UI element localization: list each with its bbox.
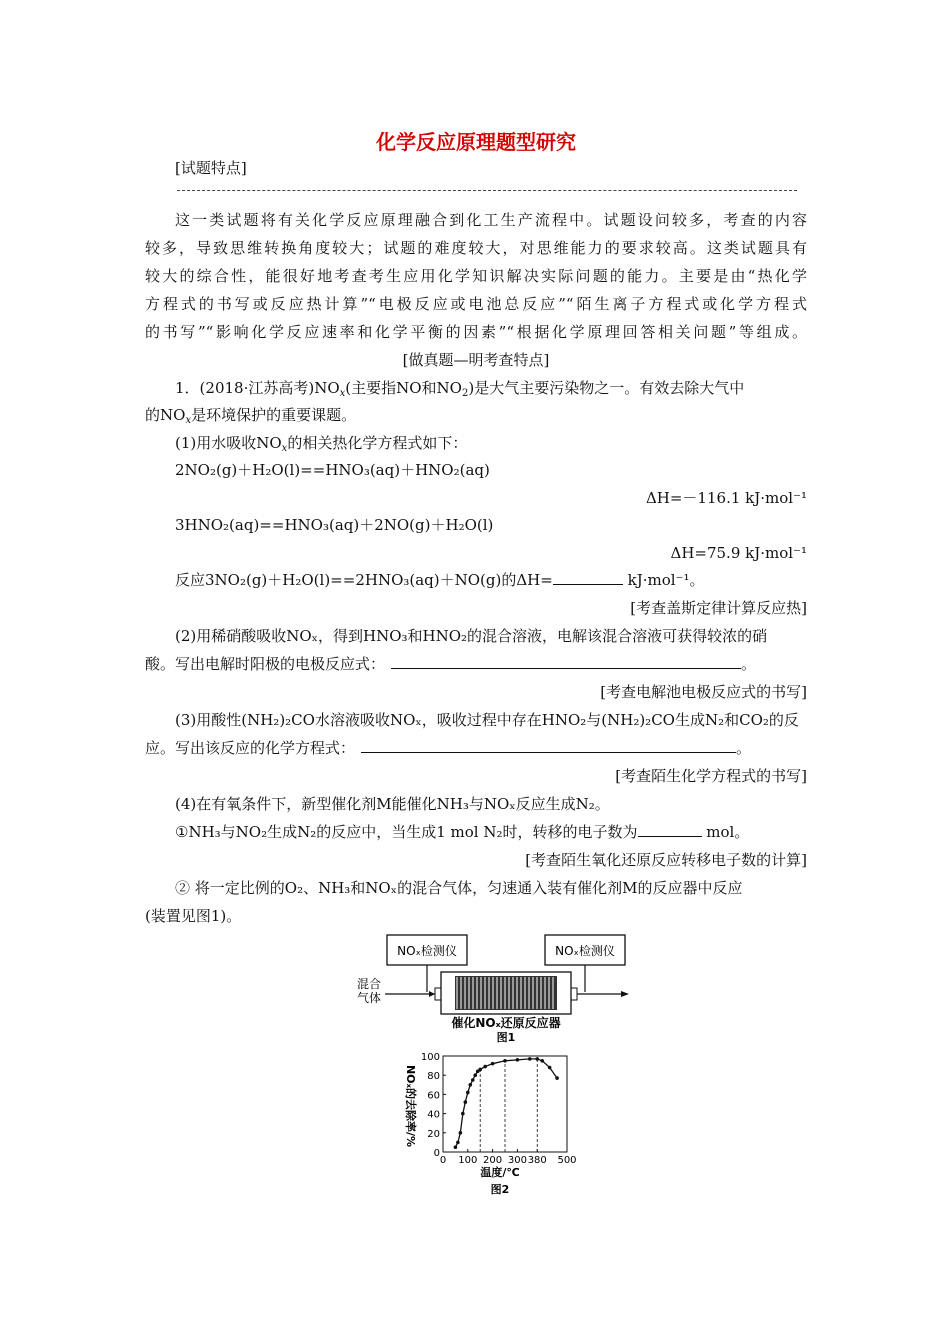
tag-equation: [考查陌生化学方程式的书写] — [615, 767, 807, 785]
y-tick-label: 60 — [427, 1090, 440, 1102]
intro-line: 较大的综合性，能很好地考查考生应用化学知识解决实际问题的能力。主要是由“热化学 — [145, 267, 807, 285]
data-point — [528, 1057, 532, 1061]
y-tick-label: 80 — [427, 1071, 440, 1083]
y-axis-label: NOₓ的去除率/% — [404, 1064, 417, 1148]
figure-2-caption: 图2 — [490, 1183, 510, 1196]
arrow-icon — [429, 991, 435, 997]
page-title: 化学反应原理题型研究 — [376, 130, 576, 154]
data-point — [464, 1100, 468, 1104]
y-tick-label: 40 — [427, 1109, 440, 1121]
data-point — [461, 1112, 465, 1116]
subsection-title: [做真题—明考查特点] — [402, 351, 550, 369]
data-point — [456, 1141, 460, 1145]
data-point — [516, 1058, 520, 1062]
equation-1-enthalpy: ΔH=－116.1 kJ·mol⁻¹ — [645, 489, 807, 507]
detector-right-label: NOₓ检测仪 — [555, 944, 615, 958]
part4-q2-line1: ② 将一定比例的O₂、NH₃和NOₓ的混合气体，匀速通入装有催化剂M的反应器中反应 — [175, 879, 743, 897]
data-point — [548, 1066, 552, 1070]
y-tick-label: 0 — [433, 1148, 440, 1159]
tag-hess-law: [考查盖斯定律计算反应热] — [630, 599, 807, 617]
intro-line: 方程式的书写或反应热计算”“电极反应或电池总反应”“陌生离子方程式或化学方程式 — [145, 295, 807, 313]
data-point — [459, 1131, 463, 1135]
equation-2: 3HNO₂(aq)==HNO₃(aq)＋2NO(g)＋H₂O(l) — [175, 516, 494, 534]
tag-electrode: [考查电解池电极反应式的书写] — [600, 683, 807, 701]
data-point — [473, 1073, 477, 1077]
equation-1: 2NO₂(g)＋H₂O(l)==HNO₃(aq)＋HNO₂(aq) — [175, 461, 490, 479]
part1-prompt: (1)用水吸收$NO_x$的相关热化学方程式如下： — [175, 434, 468, 454]
x-tick-label: 380 — [527, 1155, 547, 1166]
data-point — [555, 1076, 559, 1080]
reactor-label: 催化NOₓ还原反应器 — [451, 1016, 561, 1030]
answer-blank[interactable] — [638, 822, 702, 837]
x-tick-label: 500 — [557, 1155, 577, 1166]
data-point — [540, 1059, 544, 1063]
q1-line2: 的$NO_x$是环境保护的重要课题。 — [145, 406, 357, 426]
data-point — [491, 1062, 495, 1066]
part3-line1: (3)用酸性(NH₂)₂CO水溶液吸收NOₓ，吸收过程中存在HNO₂与(NH₂)₂CO生成N₂和CO₂的反 — [175, 711, 799, 729]
divider — [177, 190, 797, 191]
intro-line: 这一类试题将有关化学反应原理融合到化工生产流程中。试题设问较多，考查的内容 — [175, 211, 807, 229]
data-point — [535, 1057, 539, 1061]
q1-line1: 1．(2018·江苏高考)$NO_x$(主要指NO和$NO_2$)是大气主要污染物之一。有效去除大气中 — [175, 379, 745, 399]
figure-1-caption: 图1 — [496, 1031, 516, 1044]
x-tick-label: 0 — [439, 1155, 447, 1166]
detector-left-label: NOₓ检测仪 — [397, 944, 457, 958]
data-point — [503, 1059, 507, 1063]
equation-2-enthalpy: ΔH=75.9 kJ·mol⁻¹ — [670, 544, 807, 562]
y-tick-label: 20 — [427, 1128, 440, 1140]
y-tick-label: 100 — [420, 1052, 440, 1063]
x-tick-label: 100 — [458, 1155, 478, 1166]
x-tick-label: 200 — [483, 1155, 503, 1166]
pipe-joint — [435, 988, 441, 1000]
x-tick-label: 300 — [507, 1155, 527, 1166]
catalyst-bed — [455, 976, 557, 1010]
intro-line: 较多，导致思维转换角度较大；试题的难度较大，对思维能力的要求较高。这类试题具有 — [145, 239, 807, 257]
answer-blank[interactable] — [553, 570, 623, 585]
data-point — [471, 1078, 475, 1082]
equation-3: 反应3NO₂(g)＋H₂O(l)==2HNO₃(aq)＋NO(g)的ΔH= kJ·mol⁻¹。 — [175, 571, 705, 589]
data-point — [468, 1083, 472, 1087]
part4-prompt: (4)在有氧条件下，新型催化剂M能催化NH₃与NOₓ反应生成N₂。 — [175, 795, 610, 813]
inlet-label: 气体 — [357, 991, 382, 1005]
figure-2-chart — [395, 1046, 595, 1201]
intro-line: 的书写”“影响化学反应速率和化学平衡的因素”“根据化学原理回答相关问题”等组成。 — [145, 323, 807, 341]
data-point — [478, 1068, 482, 1072]
pipe-joint — [571, 988, 577, 1000]
section-label: [试题特点] — [175, 159, 247, 177]
part2-line1: (2)用稀硝酸吸收NOₓ，得到HNO₃和HNO₂的混合溶液，电解该混合溶液可获得较浓的硝 — [175, 627, 768, 645]
removal-rate-curve — [455, 1059, 557, 1147]
data-point — [483, 1065, 487, 1069]
tag-electron-transfer: [考查陌生氧化还原反应转移电子数的计算] — [525, 851, 807, 869]
part2-line2: 酸。写出电解时阳极的电极反应式： 。 — [145, 655, 757, 673]
inlet-label: 混合 — [357, 977, 382, 991]
data-point — [454, 1145, 458, 1149]
data-point — [466, 1091, 470, 1095]
answer-blank[interactable] — [361, 738, 736, 753]
part4-q1: ①NH₃与NO₂生成N₂的反应中，当生成1 mol N₂时，转移的电子数为 mol。 — [175, 823, 750, 841]
arrow-icon — [621, 991, 629, 997]
part3-line2: 应。写出该反应的化学方程式： 。 — [145, 739, 752, 757]
figure-1-apparatus — [345, 930, 635, 1045]
answer-blank[interactable] — [391, 654, 741, 669]
x-axis-label: 温度/℃ — [480, 1166, 520, 1179]
part4-q2-line2: (装置见图1)。 — [145, 907, 242, 925]
